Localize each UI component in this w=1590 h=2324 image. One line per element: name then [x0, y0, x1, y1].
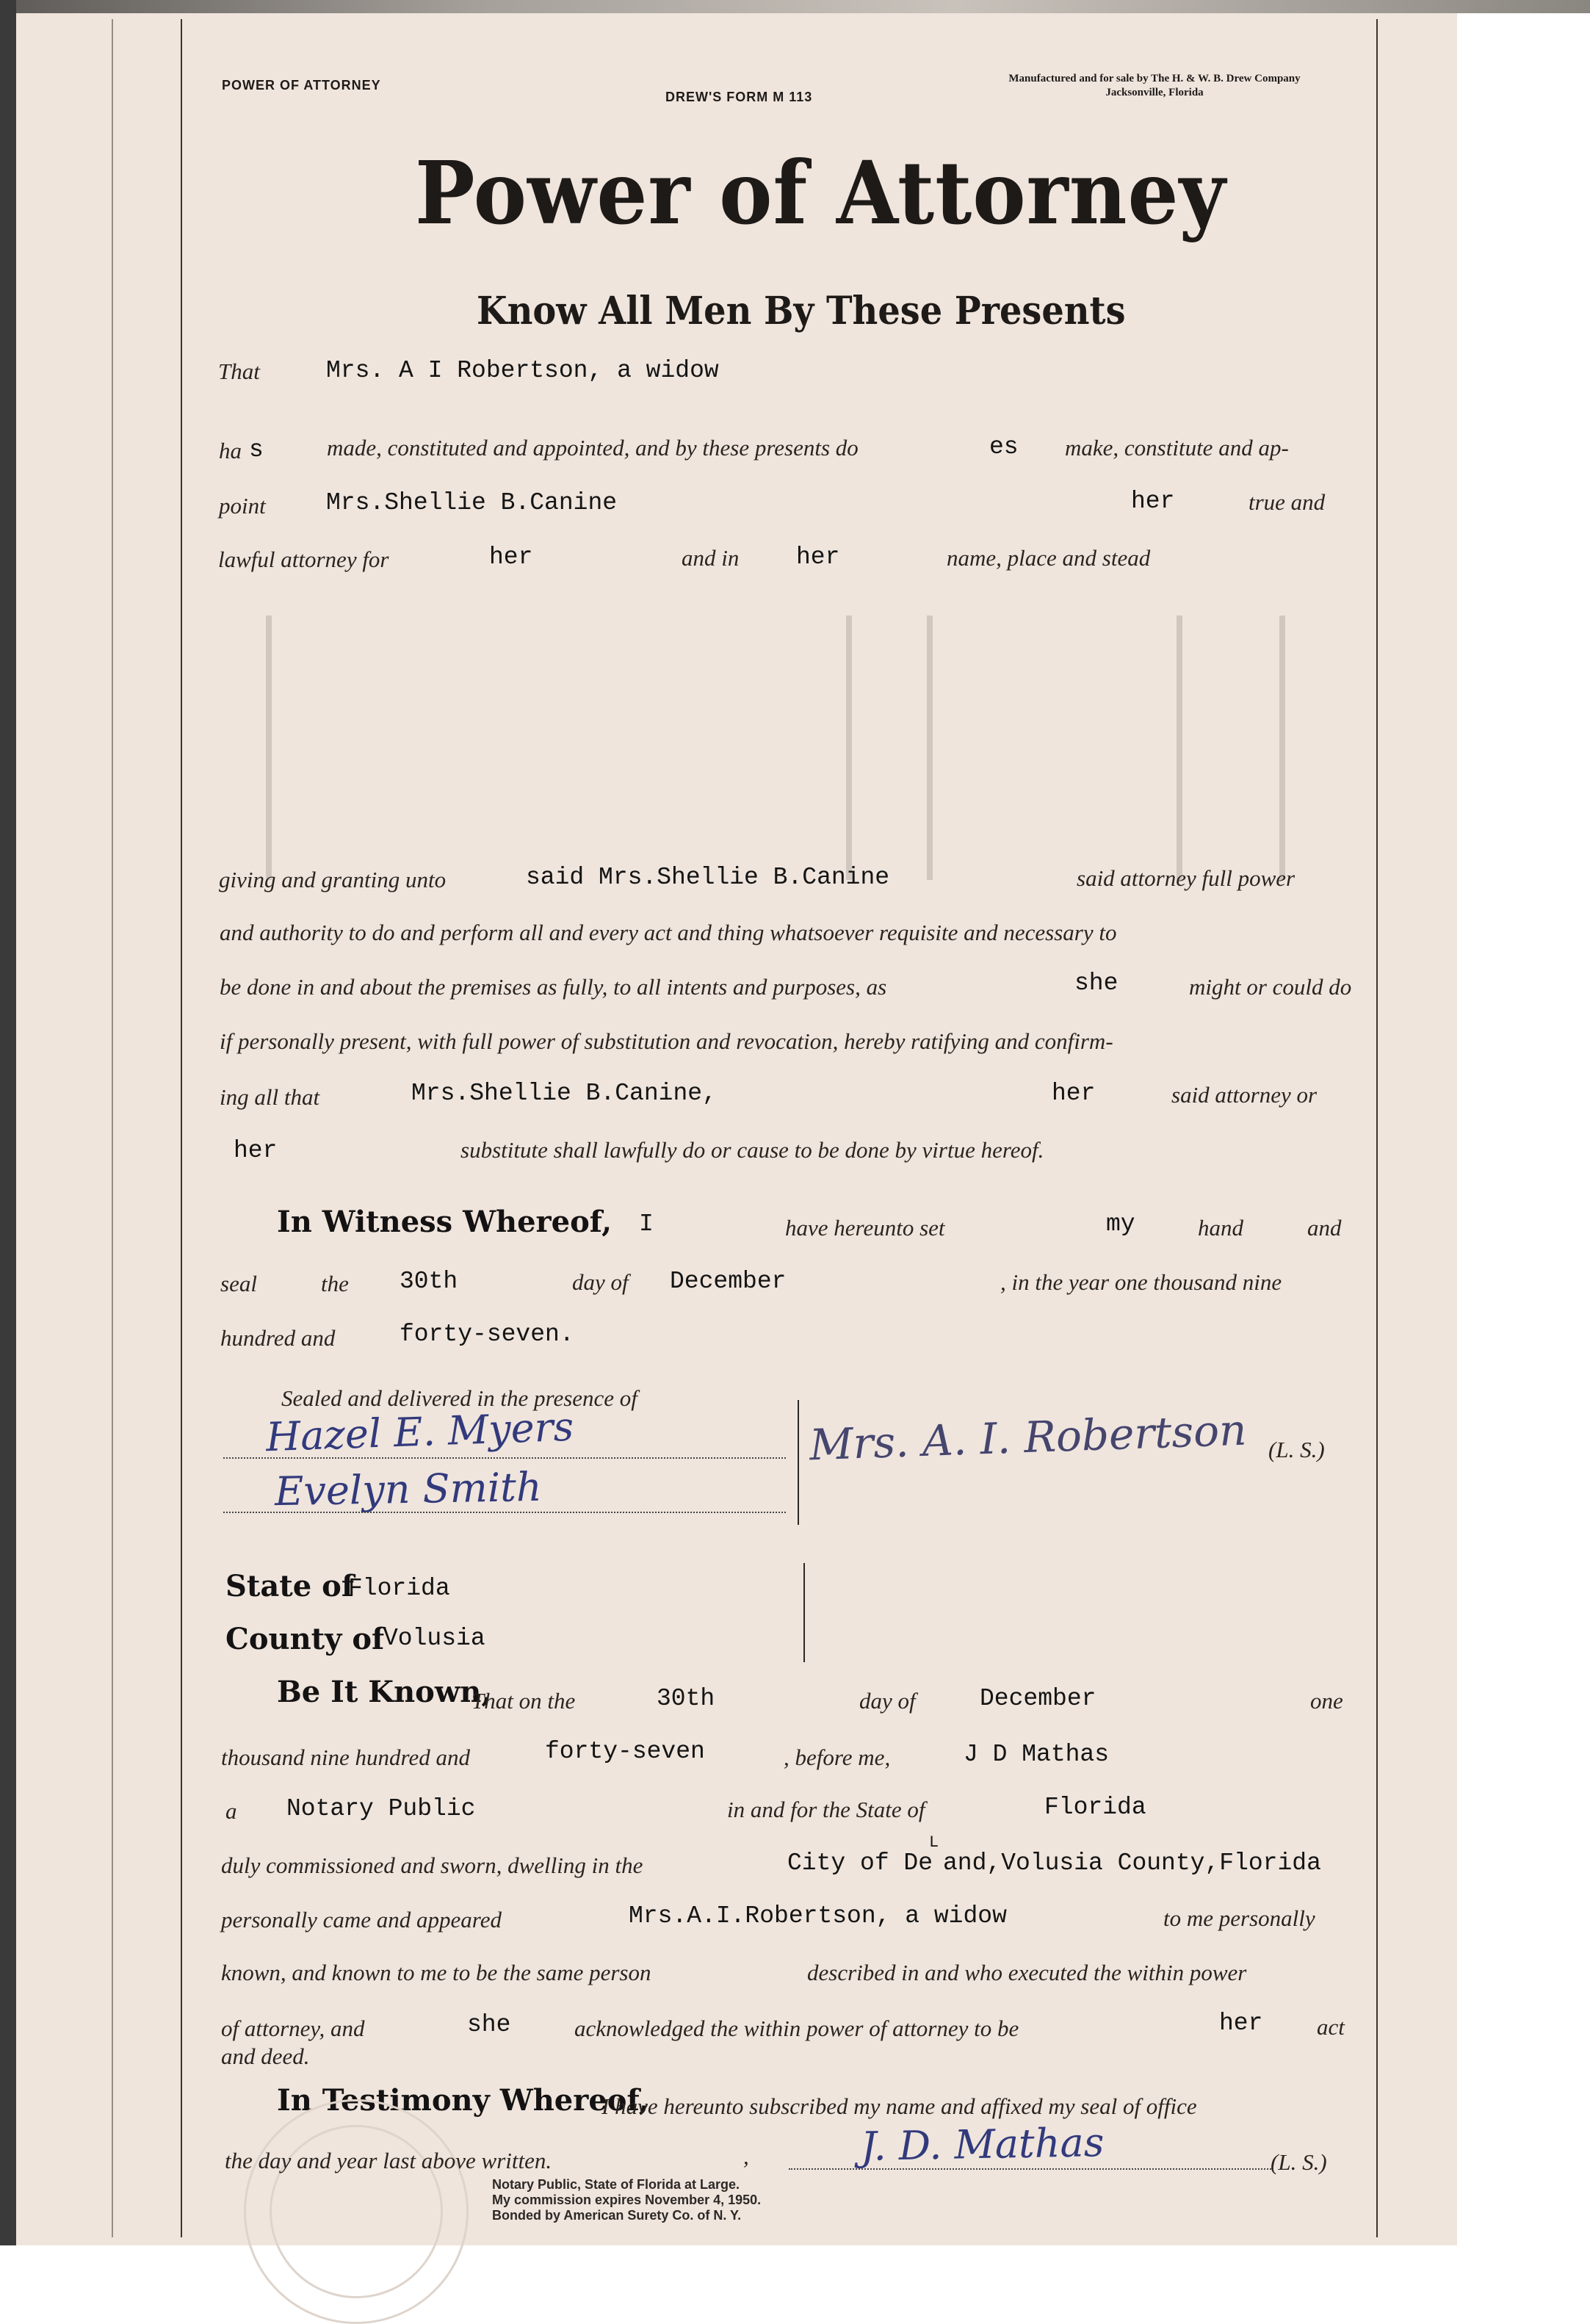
said-attorney-text: said attorney full power	[1077, 865, 1296, 891]
left-margin-rule	[181, 19, 182, 2237]
notary-signature-line	[789, 2168, 1273, 2170]
notary-title: Notary Public	[286, 1795, 476, 1822]
venue-brace	[803, 1563, 805, 1662]
before-me-text: , before me,	[784, 1744, 891, 1770]
ack-state: Florida	[1044, 1794, 1146, 1821]
ack-day-of-text: day of	[859, 1688, 916, 1714]
ack-day: 30th	[657, 1685, 715, 1712]
personally-came-text: personally came and appeared	[221, 1907, 502, 1933]
grantor-signature: Mrs. A. I. Robertson	[808, 1404, 1248, 1470]
pronoun-she-1: she	[1074, 970, 1119, 997]
notary-signature: J. D. Mathas	[860, 2119, 1105, 2170]
giving-text: giving and granting unto	[219, 867, 447, 892]
ack-month: December	[980, 1685, 1096, 1712]
acknowledged-text: acknowledged the within power of attorney to be	[574, 2016, 1019, 2041]
fold-mark	[846, 616, 852, 880]
duly-commissioned-text: duly commissioned and sworn, dwelling in the	[221, 1852, 643, 1878]
to-me-personally-text: to me personally	[1163, 1905, 1315, 1931]
notary-ls: (L. S.)	[1271, 2149, 1327, 2175]
and-text: and	[1307, 1215, 1342, 1241]
pronoun-her-2: her	[489, 544, 533, 571]
witness-signature-1: Hazel E. Myers	[265, 1403, 575, 1461]
appearer-name: Mrs.A.I.Robertson, a widow	[629, 1902, 1007, 1930]
day-of-text: day of	[572, 1269, 629, 1295]
fold-mark	[1177, 616, 1182, 880]
ack-pronoun-her: her	[1219, 2010, 1263, 2037]
ack-year-words: forty-seven	[545, 1738, 705, 1765]
lawful-text: lawful attorney for	[218, 546, 389, 572]
manufacturer-line-1: Manufactured and for sale by The H. & W. B. Drew Company	[1008, 73, 1301, 84]
county-value: Volusia	[383, 1625, 485, 1652]
that-label: That	[218, 358, 260, 384]
of-attorney-and-text: of attorney, and	[221, 2016, 365, 2041]
pronoun-her-1: her	[1131, 488, 1175, 515]
name-place-text: name, place and stead	[947, 545, 1151, 571]
notary-name: J D Mathas	[964, 1741, 1110, 1768]
said-attorney-or-text: said attorney or	[1171, 1082, 1318, 1108]
seal-text: seal	[220, 1271, 257, 1296]
attorney-name: Mrs.Shellie B.Canine	[326, 489, 618, 516]
testimony-comma: ,	[743, 2143, 749, 2169]
manufacturer-note	[934, 72, 1375, 100]
city-part-a: City of De	[787, 1850, 933, 1877]
authority-line: and authority to do and perform all and every act and thing whatsoever requisite and necessary to	[220, 920, 1117, 945]
attorney-name-2: Mrs.Shellie B.Canine,	[411, 1080, 717, 1107]
act-text: act	[1317, 2014, 1345, 2040]
manufacturer-line-2: Jacksonville, Florida	[1105, 87, 1204, 98]
hand-text: hand	[1198, 1215, 1243, 1241]
premises-line-a: be done in and about the premises as fully, to all intents and purposes, as	[220, 974, 887, 1000]
year-text: , in the year one thousand nine	[1000, 1269, 1282, 1295]
ack-pronoun-she: she	[467, 2011, 511, 2038]
form-label: POWER OF ATTORNEY	[222, 78, 381, 93]
made-text: made, constituted and appointed, and by these presents do	[327, 435, 859, 461]
has-label-b: s	[249, 436, 264, 463]
notary-line-1: Notary Public, State of Florida at Large.	[492, 2177, 740, 2192]
hundred-and-text: hundred and	[220, 1325, 336, 1351]
substitute-text: substitute shall lawfully do or cause to be done by virtue hereof.	[460, 1137, 1044, 1163]
fold-mark	[927, 616, 933, 880]
scan-edge	[0, 0, 1590, 13]
have-set-text: have hereunto set	[785, 1215, 945, 1241]
testimony-text: I have hereunto subscribed my name and affixed my seal of office	[601, 2093, 1197, 2119]
pronoun-her-4: her	[1052, 1080, 1096, 1107]
sealed-delivered-text: Sealed and delivered in the presence of	[281, 1385, 637, 1411]
pronoun-i: I	[639, 1210, 654, 1238]
witness-month: December	[670, 1268, 787, 1295]
day-year-text: the day and year last above written.	[225, 2148, 552, 2173]
pronoun-my: my	[1106, 1210, 1135, 1238]
does-suffix: es	[989, 433, 1019, 461]
and-in-text: and in	[682, 545, 740, 571]
thousand-text: thousand nine hundred and	[221, 1744, 470, 1770]
be-it-known-heading: Be It Known,	[277, 1675, 492, 1709]
document-page	[16, 13, 1457, 2245]
ing-all-text: ing all that	[220, 1084, 320, 1110]
state-label: State of	[225, 1569, 355, 1603]
scan-left-edge	[0, 0, 16, 2245]
witness-day: 30th	[400, 1268, 458, 1295]
signature-brace	[798, 1400, 799, 1525]
grantor-name: Mrs. A I Robertson, a widow	[326, 357, 719, 384]
notary-line-3: Bonded by American Surety Co. of N. Y.	[492, 2208, 742, 2223]
make-text: make, constitute and ap-	[1065, 435, 1289, 461]
substitution-line: if personally present, with full power of substitution and revocation, hereby ratifying and confirm-	[220, 1028, 1113, 1054]
a-text: a	[225, 1798, 237, 1824]
has-label-a: ha	[219, 438, 242, 463]
witness-signature-2: Evelyn Smith	[274, 1463, 543, 1515]
state-value: Florida	[348, 1575, 450, 1602]
witness-line-1	[223, 1457, 786, 1459]
witness-heading: In Witness Whereof,	[277, 1205, 612, 1239]
grantee-name: said Mrs.Shellie B.Canine	[526, 864, 890, 891]
document-subtitle: Know All Men By These Presents	[477, 289, 1126, 333]
one-text: one	[1310, 1688, 1343, 1714]
fold-mark	[266, 616, 272, 880]
pronoun-her-3: her	[796, 544, 840, 571]
known-text: known, and known to me to be the same person	[221, 1960, 651, 1985]
document-title: Power of Attorney	[415, 142, 1226, 244]
the-text: the	[321, 1271, 349, 1296]
form-number: DREW'S FORM M 113	[665, 90, 813, 104]
city-caret-insert: L	[929, 1833, 939, 1852]
far-left-rule	[112, 19, 113, 2237]
county-label: County of	[225, 1622, 385, 1656]
premises-line-b: might or could do	[1189, 974, 1352, 1000]
true-and-text: true and	[1248, 489, 1326, 515]
fold-mark	[1279, 616, 1285, 880]
pronoun-her-5: her	[234, 1137, 278, 1164]
right-margin-rule	[1376, 19, 1378, 2237]
described-text: described in and who executed the within power	[807, 1960, 1247, 1985]
in-and-for-text: in and for the State of	[727, 1797, 925, 1822]
grantor-ls: (L. S.)	[1268, 1437, 1325, 1462]
testimony-heading: In Testimony Whereof,	[277, 2083, 649, 2118]
that-on-text: That on the	[471, 1688, 576, 1714]
witness-line-2	[223, 1512, 786, 1513]
witness-year-words: forty-seven.	[400, 1321, 574, 1348]
and-deed-text: and deed.	[221, 2043, 310, 2069]
point-label: point	[219, 493, 266, 519]
notary-line-2: My commission expires November 4, 1950.	[492, 2193, 762, 2207]
notary-commission-stamp	[492, 2177, 761, 2223]
city-part-b: and,Volusia County,Florida	[943, 1850, 1321, 1877]
